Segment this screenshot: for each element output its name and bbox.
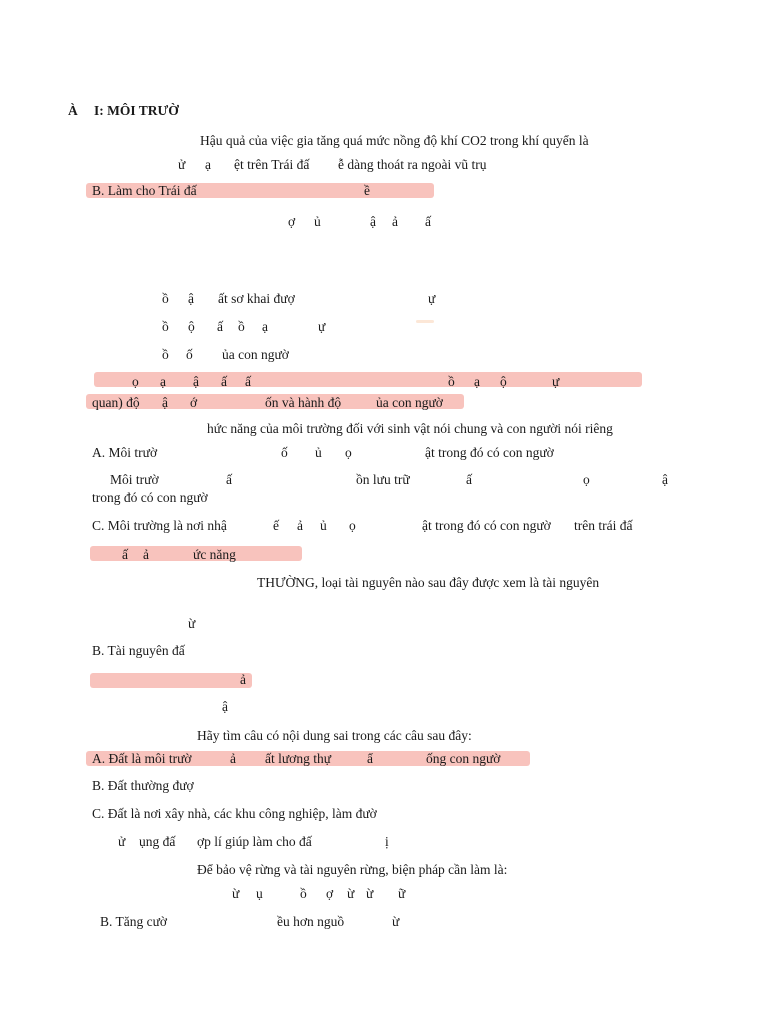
q6-optB-c: ừ bbox=[392, 914, 400, 929]
q3-optC-g: trên trái đấ bbox=[574, 518, 633, 533]
q2-l2-c: ấ bbox=[217, 319, 223, 334]
q3-optA-b: ố bbox=[281, 445, 288, 460]
q6-stem: Để bảo vệ rừng và tài nguyên rừng, biện pháp cần làm là: bbox=[197, 862, 508, 877]
q3-optD-a: ấ bbox=[122, 547, 128, 562]
q4-option-d: ậ bbox=[222, 699, 228, 714]
title-frag-2: I: MÔI TRƯỜ bbox=[94, 103, 179, 118]
q2-l2-d: ồ bbox=[238, 319, 245, 334]
title-frag-1: À bbox=[68, 103, 78, 118]
q3-optB-e: ọ bbox=[583, 472, 590, 487]
q2-l1-d: ự bbox=[428, 291, 436, 306]
q2-hl-g: ạ bbox=[474, 374, 480, 389]
q3-stem: hức năng của môi trường đối với sinh vật nói chung và con người nói riêng bbox=[207, 421, 613, 436]
q1-line2-a: ử bbox=[178, 157, 186, 172]
q3-optD-c: ức năng bbox=[193, 547, 236, 562]
q3-optA-a: A. Môi trườ bbox=[92, 445, 158, 460]
q5-optA-d: ẩ bbox=[367, 751, 373, 766]
q2-l2-a: ồ bbox=[162, 319, 169, 334]
q4-stem: THƯỜNG, loại tài nguyên nào sau đây được xem là tài nguyên bbox=[257, 575, 600, 590]
q5-optA-c: ất lương thự bbox=[265, 751, 332, 766]
q2-hl-d: ấ bbox=[221, 374, 227, 389]
q5-option-b: B. Đất thường đượ bbox=[92, 778, 194, 793]
q1-option-b-end: ề bbox=[364, 183, 370, 198]
q2-l3-b: ố bbox=[186, 347, 193, 362]
q1-stem: Hậu quả của việc gia tăng quá mức nồng độ khí CO2 trong khí quyển là bbox=[200, 133, 589, 148]
q4-option-c: ả bbox=[240, 672, 246, 687]
q6-l1-d: ợ bbox=[326, 886, 334, 901]
q3-optB-f: ậ bbox=[662, 472, 668, 487]
q1-option-b: B. Làm cho Trái đấ bbox=[92, 183, 197, 198]
q6-l1-e: ừ bbox=[347, 886, 355, 901]
q2-hl2-d: ốn và hành độ bbox=[265, 395, 342, 410]
q3-optD-b: ả bbox=[143, 547, 149, 562]
q1-line2-c: ệt trên Trái đấ bbox=[234, 157, 310, 172]
q5-optD-b: ụng đấ bbox=[139, 834, 176, 849]
q2-l1-a: ồ bbox=[162, 291, 169, 306]
q6-optB-b: ều hơn nguồ bbox=[277, 914, 345, 929]
q6-optB-a: B. Tăng cườ bbox=[100, 914, 168, 929]
q2-hl-e: ấ bbox=[245, 374, 251, 389]
q2-hl-b: ạ bbox=[160, 374, 166, 389]
q6-l1-a: ừ bbox=[232, 886, 240, 901]
q5-optA-b: ả bbox=[230, 751, 236, 766]
q2-l1-c: ất sơ khai đượ bbox=[218, 291, 295, 306]
q3-optB-line2: trong đó có con ngườ bbox=[92, 490, 208, 505]
q3-optC-f: ật trong đó có con ngườ bbox=[422, 518, 551, 533]
q2-hl2-e: ủa con ngườ bbox=[376, 395, 443, 410]
q3-optA-e: ật trong đó có con ngườ bbox=[425, 445, 554, 460]
q2-l1-b: ậ bbox=[188, 291, 194, 306]
q3-optA-c: ủ bbox=[315, 445, 322, 460]
highlight-q4-c bbox=[90, 673, 252, 688]
q6-l1-c: ồ bbox=[300, 886, 307, 901]
q2-hl-h: ộ bbox=[500, 374, 507, 389]
q5-optA-a: A. Đất là môi trườ bbox=[92, 751, 192, 766]
q3-optC-d: ủ bbox=[320, 518, 327, 533]
q3-optC-b: ế bbox=[273, 518, 279, 533]
q3-optA-d: ọ bbox=[345, 445, 352, 460]
q1-line4-c: ậ bbox=[370, 214, 376, 229]
q6-l1-b: ụ bbox=[256, 886, 263, 901]
q3-optB-a: Môi trườ bbox=[110, 472, 159, 487]
q2-l3-a: ồ bbox=[162, 347, 169, 362]
q2-l3-c: ủa con ngườ bbox=[222, 347, 289, 362]
q2-hl-c: ậ bbox=[193, 374, 199, 389]
q1-line2-b: ạ bbox=[205, 157, 211, 172]
highlight-q2-a bbox=[94, 372, 642, 387]
q2-l2-e: ạ bbox=[262, 319, 268, 334]
q2-l2-b: ộ bbox=[188, 319, 195, 334]
q5-option-c: C. Đất là nơi xây nhà, các khu công nghiệp, làm đườ bbox=[92, 806, 377, 821]
q2-hl-f: ồ bbox=[448, 374, 455, 389]
q6-l1-g: ữ bbox=[398, 886, 406, 901]
q2-l2-f: ự bbox=[318, 319, 326, 334]
q3-optC-c: ả bbox=[297, 518, 303, 533]
q1-line4-b: ủ bbox=[314, 214, 321, 229]
q3-optB-c: ồn lưu trữ bbox=[356, 472, 410, 487]
q3-optB-d: ấ bbox=[466, 472, 472, 487]
q4-option-a: ừ bbox=[188, 616, 196, 631]
q2-hl-i: ự bbox=[552, 374, 560, 389]
q5-optA-e: ống con ngườ bbox=[426, 751, 501, 766]
q3-optC-e: ọ bbox=[349, 518, 356, 533]
q5-optD-a: ử bbox=[118, 834, 126, 849]
q3-optC-a: C. Môi trường là nơi nhậ bbox=[92, 518, 227, 533]
q5-optD-c: ợp lí giúp làm cho đấ bbox=[197, 834, 312, 849]
q5-optD-d: ị bbox=[385, 834, 389, 849]
q4-option-b: B. Tài nguyên đấ bbox=[92, 643, 185, 658]
q2-hl-a: ọ bbox=[132, 374, 139, 389]
q2-hl2-a: quan) độ bbox=[92, 395, 140, 410]
q6-l1-f: ừ bbox=[366, 886, 374, 901]
q1-line4-e: ấ bbox=[425, 214, 431, 229]
highlight-faint bbox=[416, 320, 434, 323]
q1-line2-d: ễ dàng thoát ra ngoài vũ trụ bbox=[338, 157, 487, 172]
q5-stem: Hãy tìm câu có nội dung sai trong các câu sau đây: bbox=[197, 728, 472, 743]
q2-hl2-c: ớ bbox=[190, 395, 198, 410]
q2-hl2-b: ậ bbox=[162, 395, 168, 410]
q1-line4-a: ợ bbox=[288, 214, 296, 229]
q1-line4-d: ả bbox=[392, 214, 398, 229]
q3-optB-b: ấ bbox=[226, 472, 232, 487]
